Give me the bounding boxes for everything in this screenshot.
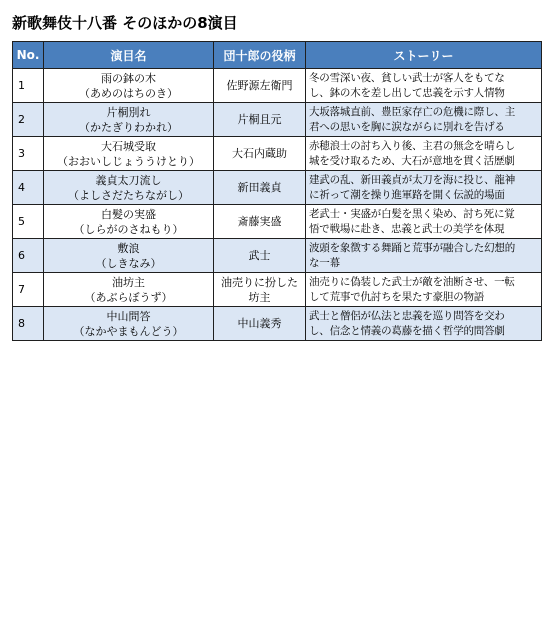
row-number: 3 [13,137,44,171]
row-number: 6 [13,239,44,273]
program-title-cell [44,273,214,307]
table-row [13,103,542,137]
story-cell [306,273,542,307]
program-reading: （おおいしじょううけとり） [57,154,200,168]
story-line-1: 赤穂浪士の討ち入り後、主君の無念を晴らし [309,139,515,152]
program-title: 敷浪 [117,241,140,255]
story-line-1: 大坂落城直前、豊臣家存亡の危機に際し、主 [309,105,515,118]
story-line-1: 建武の乱、新田義貞が太刀を海に投じ、龍神 [309,173,515,186]
table-row [13,205,542,239]
role-text: 斎藤実盛 [237,215,282,228]
story-line-1: 冬の雪深い夜、貧しい武士が客人をもてな [309,71,505,84]
program-reading: （かたぎりわかれ） [79,120,178,134]
table-row [13,307,542,341]
story-line-2: 君への思いを胸に涙ながらに別れを告げる [309,120,505,133]
program-title-cell [44,239,214,273]
program-reading: （なかやまもんどう） [73,324,184,338]
row-number: 8 [13,307,44,341]
page-title: 新歌舞伎十八番 そのほかの8演目 [12,14,238,32]
role-text: 油売りに扮した [221,275,298,289]
role-text: 武士 [248,249,271,262]
program-reading: （しらがのさねもり） [73,222,184,236]
story-cell [306,137,542,171]
program-reading: （よしさだたちながし） [68,188,189,202]
story-cell [306,307,542,341]
story-line-2: 城を受け取るため、大石が意地を貫く活歴劇 [309,154,515,167]
program-title-cell [44,307,214,341]
story-line-2: し、鉢の木を差し出して忠義を示す人情物 [309,86,505,99]
story-cell [306,171,542,205]
program-title-cell [44,137,214,171]
row-number: 4 [13,171,44,205]
program-title: 大石城受取 [101,139,156,153]
story-line-2: し、信念と情義の葛藤を描く哲学的問答劇 [309,324,505,337]
header-title: 演目名 [44,42,214,69]
row-number: 1 [13,69,44,103]
role-text: 佐野源左衛門 [226,79,293,92]
header-no: No. [13,42,44,69]
story-cell [306,239,542,273]
program-reading: （しきなみ） [95,256,162,270]
table-row [13,69,542,103]
program-title: 油坊主 [112,275,145,289]
program-title: 中山問答 [106,309,151,323]
story-line-2: に祈って潮を操り進軍路を開く伝説的場面 [309,188,505,201]
program-title-cell [44,205,214,239]
table-row [13,171,542,205]
header-story: ストーリー [306,42,542,69]
story-line-1: 武士と僧侶が仏法と忠義を巡り問答を交わ [309,309,505,322]
program-title: 雨の鉢の木 [101,71,156,85]
role-cell [214,137,306,171]
role-text-line-2: 坊主 [248,290,271,304]
role-text: 片桐且元 [237,113,282,126]
role-cell [214,239,306,273]
role-cell [214,103,306,137]
role-text: 新田義貞 [237,181,282,194]
program-table [12,41,542,341]
program-title-cell [44,103,214,137]
role-cell [214,273,306,307]
program-title: 白髪の実盛 [101,207,156,221]
table-row [13,239,542,273]
role-cell [214,69,306,103]
program-title: 義貞太刀流し [95,173,162,187]
story-line-1: 波頭を象徴する舞踊と荒事が融合した幻想的 [309,241,515,254]
program-title: 片桐別れ [106,105,151,119]
row-number: 7 [13,273,44,307]
role-cell [214,171,306,205]
role-text: 中山義秀 [237,317,282,330]
program-reading: （あぶらぼうず） [84,290,173,304]
header-role: 団十郎の役柄 [214,42,306,69]
story-line-1: 老武士・実盛が白髪を黒く染め、討ち死に覚 [309,207,515,220]
program-title-cell [44,69,214,103]
story-cell [306,69,542,103]
role-cell [214,307,306,341]
row-number: 5 [13,205,44,239]
story-line-1: 油売りに偽装した武士が敵を油断させ、一転 [309,275,515,288]
role-text: 大石内蔵助 [232,147,287,160]
story-line-2: 悟で戦場に赴き、忠義と武士の美学を体現 [309,222,505,235]
program-reading: （あめのはちのき） [79,86,178,100]
table-header-row [13,42,542,69]
story-line-2: な一幕 [309,256,340,269]
story-cell [306,103,542,137]
table-row [13,137,542,171]
role-cell [214,205,306,239]
story-cell [306,205,542,239]
table-row [13,273,542,307]
program-title-cell [44,171,214,205]
row-number: 2 [13,103,44,137]
story-line-2: して荒事で仇討ちを果たす豪胆の物語 [309,290,485,303]
